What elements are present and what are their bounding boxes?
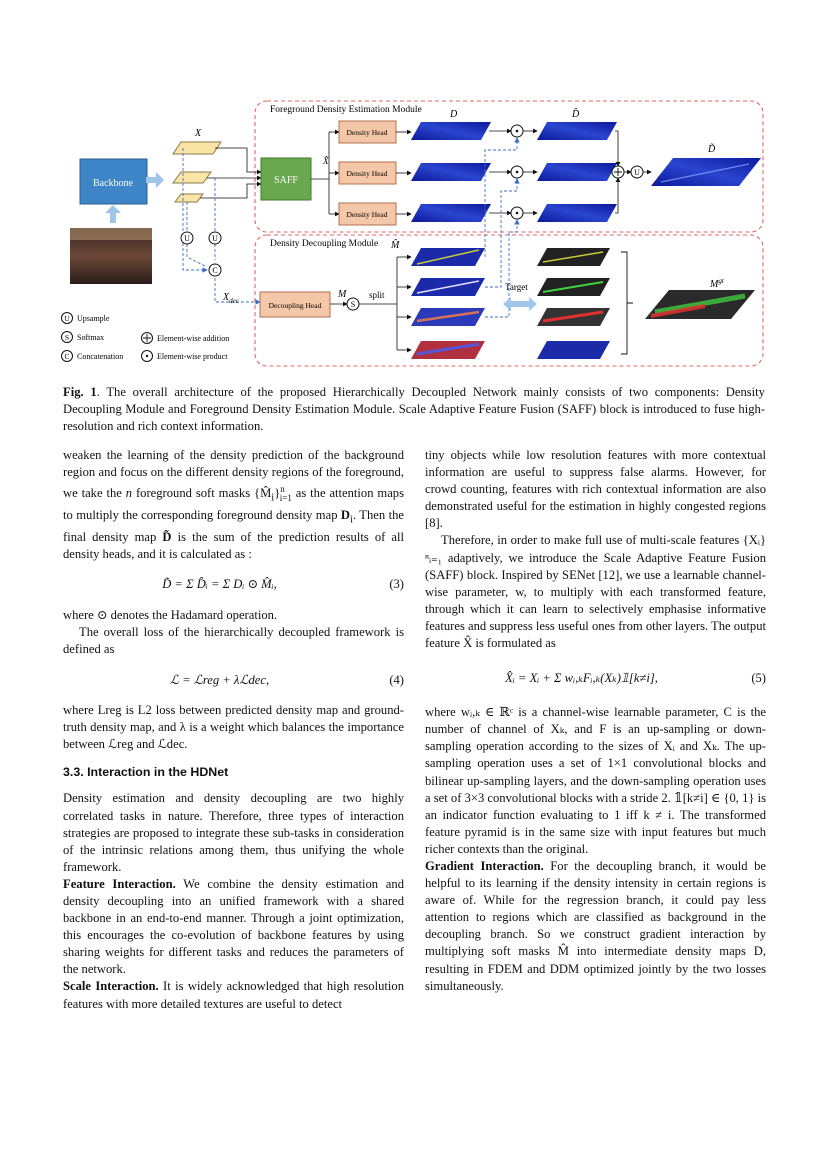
density-map-Dhat1	[537, 122, 617, 140]
legend-addition: Element-wise addition	[157, 334, 230, 343]
figure-caption	[63, 384, 765, 435]
label-Mgt: $M^{gt}$	[710, 277, 724, 290]
svg-text:Density Head: Density Head	[346, 169, 388, 178]
svg-text:C: C	[212, 266, 218, 275]
density-map-Dhat3	[537, 204, 617, 222]
left-paragraph-6: Feature Interaction. We combine the density estimation and density decoupling into an unified framework with a shared backbone in an end-to-end manner. Through a joint optimization, this encourages the co-evolution of backbone features by using sharing weights for different tasks and reduces the parameters of the network.	[63, 876, 404, 977]
split-label: split	[369, 290, 385, 300]
svg-text:Density Head: Density Head	[346, 210, 388, 219]
left-paragraph-5: Density estimation and density decoupling are two highly correlated tasks in nature. Therefore, three types of interaction strategies are proposed to integrate these sub-tasks in consideration of the intrinsic relations among them, thus unifying the whole framework.	[63, 791, 404, 874]
svg-text:U: U	[64, 314, 70, 323]
target-label: Target	[505, 282, 528, 292]
label-Dtilde: D̃	[708, 144, 716, 155]
label-Xhat: X̂	[323, 156, 329, 166]
svg-text:S: S	[64, 333, 70, 342]
label-Xdec: $X_{dec}$	[223, 292, 239, 305]
legend-upsample: Upsample	[77, 314, 110, 323]
label-Mhat: M̂	[391, 240, 400, 251]
feature-layer-3	[175, 194, 203, 202]
equation-5: X̂ᵢ = Xᵢ + Σ wᵢ,ₖFᵢ,ₖ(Xₖ)𝟙[k≠i], (5)	[505, 670, 766, 685]
left-paragraph-2: where ⊙ denotes the Hadamard operation.	[63, 607, 278, 622]
equation-3: D̃ = Σ D̂ᵢ = Σ Dᵢ ⊙ M̂ᵢ, (3)	[162, 577, 404, 592]
right-paragraph-2: Therefore, in order to make full use of multi-scale features {Xᵢ}ⁿᵢ₌₁ adaptively, we introduce the Scale Adaptive Feature Fusion (SAFF) block. Inspired by SENet [12], we use a learnable channel-wise parameter, w, to multiply with each transformed feature, through which it can learn to selectively emphasise informative features and suppress less useful ones from other layers. The output feature X̂ is formulated as	[425, 533, 766, 651]
label-Dhat: D̂	[572, 109, 580, 120]
left-paragraph-4: where Lreg is L2 loss between predicted density map and ground-truth density map, and λ is a weight which balances the importance between ℒreg and ℒdec.	[63, 703, 404, 752]
feature-layer-1	[173, 142, 221, 154]
right-paragraph-4: Gradient Interaction. For the decoupling branch, it would be helpful to its learning if the density intensity in certain regions is aware of. While for the regression branch, it could pay less attention to regions which are classified as background in the decoupling branch. So we construct gradient interaction by multiplying soft masks M̂ into intermediate density maps D, resulting in FDEM and DDM optimized jointly by the two losses simultaneously.	[425, 858, 766, 993]
section-heading: 3.3. Interaction in the HDNet	[63, 765, 229, 780]
saff-label: SAFF	[274, 175, 298, 186]
gt-mask-4	[537, 341, 610, 359]
architecture-figure	[55, 92, 770, 374]
caption-text: . The overall architecture of the proposed Hierarchically Decoupled Network mainly consists of two components: Density Decoupling Module and Foreground Density Estimation Module. Scale Adaptive Feature Fusion (SAFF) block is introduced to fuse high-resolution and rich context information.	[63, 385, 765, 433]
svg-text:U: U	[212, 234, 218, 243]
svg-text:U: U	[184, 234, 190, 243]
final-density-map	[651, 158, 761, 186]
decoupling-head-label: Decoupling Head	[268, 301, 322, 310]
legend-product: Element-wise product	[157, 352, 228, 361]
right-column	[425, 447, 766, 995]
target-arrow	[503, 297, 537, 311]
density-head-3	[339, 203, 396, 225]
svg-text:C: C	[64, 352, 70, 361]
left-paragraph-3: The overall loss of the hierarchically decoupled framework is defined as	[63, 624, 404, 656]
density-head-2	[339, 162, 396, 184]
gt-bracket	[621, 252, 633, 354]
legend-concatenation: Concatenation	[77, 352, 124, 361]
caption-label: Fig. 1	[63, 385, 97, 399]
density-map-D2	[411, 163, 491, 181]
right-paragraph-1: tiny objects while low resolution features with more contextual information are useful to suppress false alarms. However, for crowd counting, features with rich contextual information are also demonstrated useful for the estimation in highly congested regions [8].	[425, 448, 766, 531]
feature-layer-2	[173, 172, 211, 183]
dd-module-title: Density Decoupling Module	[270, 239, 379, 249]
label-X: X	[195, 128, 202, 139]
backbone-label: Backbone	[93, 178, 133, 189]
svg-text:U: U	[634, 168, 640, 177]
equation-4: ℒ = ℒreg + λℒdec, (4)	[169, 672, 404, 687]
density-map-D3	[411, 204, 491, 222]
right-paragraph-3: where wᵢ,ₖ ∈ ℝᶜ is a channel-wise learnable parameter, C is the number of channel of Xₖ, and F is an up-sampling or down-sampling operation according to the sizes of Xᵢ and Xₖ. The up-sampling operation uses a set of 1×1 convolutional blocks and bilinear up-sampling layers, and the down-sampling operation uses a set of 3×3 convolutional blocks with a stride 2. 𝟙[k≠i] ∈ {0, 1} is an indicator function evaluating to 1 iff k ≠ i. The transformed feature pyramid is in the same size with input features but much richer contexts than the original.	[425, 705, 766, 856]
left-paragraph-1: weaken the learning of the density prediction of the background region and focus on the different density regions of the foreground, we take the n foreground soft masks $\{M̂_i\}^n_{i=1}$ as the attention maps to multiply the corresponding foreground density map $D_i$. Then the final density map D̃ is the sum of the prediction results of all density heads, and it is calculated as :	[63, 448, 405, 561]
svg-text:S: S	[350, 300, 356, 309]
fg-module-title: Foreground Density Estimation Module	[270, 105, 422, 115]
density-map-D1	[411, 122, 491, 140]
legend-softmax: Softmax	[77, 333, 105, 342]
density-map-Dhat2	[537, 163, 617, 181]
label-M: M	[338, 289, 347, 300]
svg-text:Density Head: Density Head	[346, 128, 388, 137]
left-column	[63, 447, 404, 1013]
backbone-arrow-up	[105, 205, 121, 223]
legend	[62, 313, 230, 362]
label-D: D	[450, 109, 458, 120]
left-paragraph-7: Scale Interaction. It is widely acknowledged that high resolution features with more detailed textures are useful to detect	[63, 979, 404, 1011]
backbone-arrow-right	[146, 172, 164, 188]
density-head-1	[339, 121, 396, 143]
